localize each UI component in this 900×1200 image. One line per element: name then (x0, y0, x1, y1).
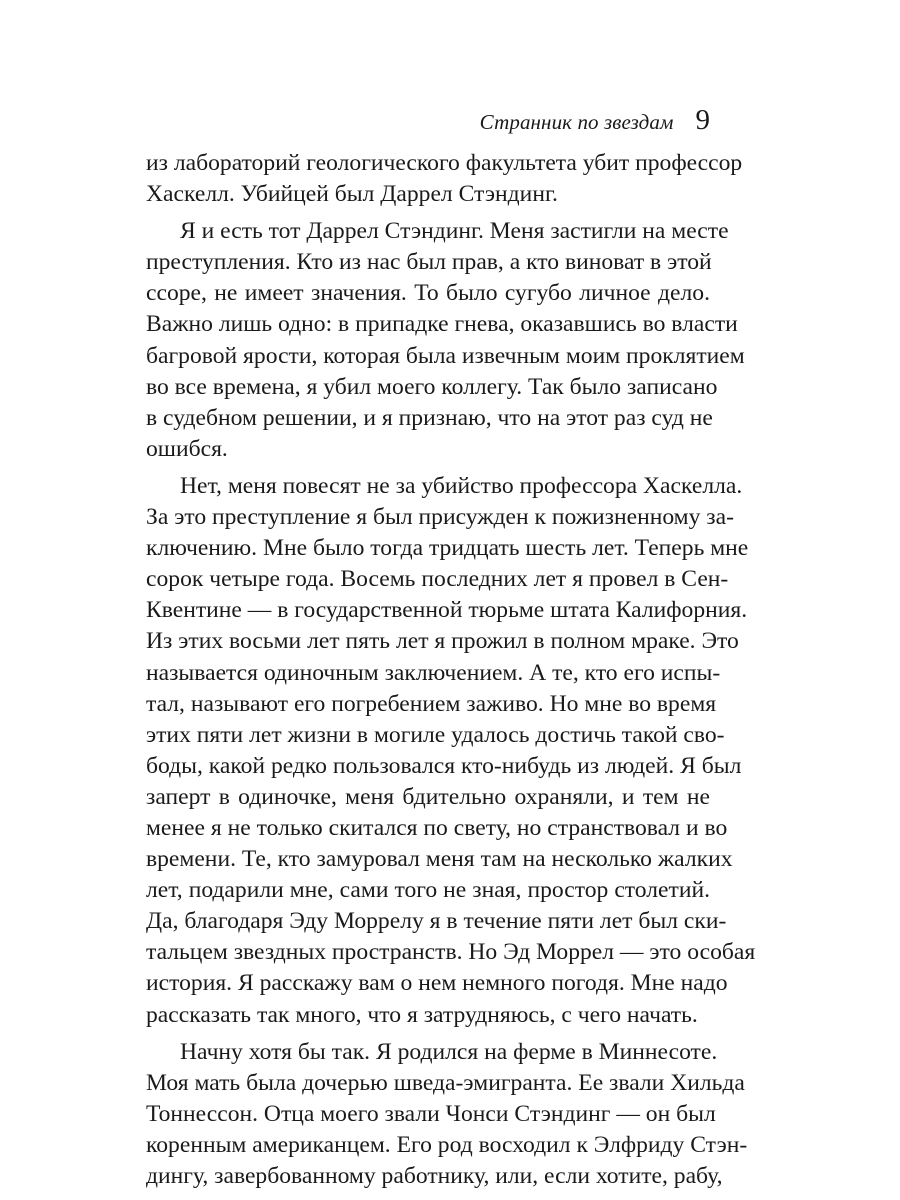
page-number: 9 (695, 104, 710, 136)
text-line: заперт в одиночке, меня бдительно охраняли, и тем не (146, 783, 710, 810)
text-line: тальцем звездных пространств. Но Эд Моррел — это особая (146, 939, 756, 966)
text-line: лет, подарили мне, сами того не зная, простор столетий. (146, 877, 710, 904)
paragraph (146, 471, 756, 1031)
text-line: Нет, меня повесят не за убийство профессора Хаскелла. (180, 472, 743, 499)
text-line: времени. Те, кто замуровал меня там на несколько жалких (146, 846, 733, 873)
text-line: Я и есть тот Даррел Стэндинг. Меня застигли на месте (180, 218, 729, 245)
text-line: Хаскелл. Убийцей был Даррел Стэндинг. (146, 181, 558, 208)
running-title: Странник по звездам (479, 110, 674, 134)
text-line: история. Я расскажу вам о нем немного погодя. Мне надо (146, 970, 728, 997)
text-line: Моя мать была дочерью шведа-эмигранта. Ее звали Хильда (146, 1069, 745, 1096)
text-line: Начну хотя бы так. Я родился на ферме в Миннесоте. (180, 1038, 718, 1065)
text-line: преступления. Кто из нас был прав, а кто виноват в этой (146, 249, 712, 276)
text-line: в судебном решении, и я признаю, что на этот раз суд не (146, 404, 713, 431)
text-line: Да, благодаря Эду Моррелу я в течение пяти лет был ски- (146, 908, 727, 935)
text-line: тал, называют его погребением заживо. Но мне во время (146, 690, 717, 717)
text-line: во все времена, я убил моего коллегу. Так было записано (146, 373, 718, 400)
text-line: багровой ярости, которая была извечным моим проклятием (146, 342, 745, 369)
text-line: боды, какой редко пользовался кто-нибудь из людей. Я был (146, 752, 742, 779)
text-line: За это преступление я был присужден к пожизненному за- (146, 504, 734, 531)
running-head (480, 104, 710, 137)
text-line: Тоннессон. Отца моего звали Чонси Стэндинг — он был (146, 1100, 716, 1127)
text-line: коренным американцем. Его род восходил к Элфриду Стэн- (146, 1131, 748, 1158)
text-line: рассказать так много, что я затрудняюсь, с чего начать. (146, 1001, 698, 1028)
text-line: менее я не только скитался по свету, но странствовал и во (146, 814, 728, 841)
text-line: этих пяти лет жизни в могиле удалось достичь такой сво- (146, 721, 725, 748)
text-line: ошибся. (146, 435, 228, 462)
text-line: ссоре, не имеет значения. То было сугубо личное дело. (146, 280, 710, 307)
text-line: Квентине — в государственной тюрьме штата Калифорния. (146, 597, 748, 624)
text-line: из лабораторий геологического факультета убит профессор (146, 150, 743, 176)
paragraph (146, 148, 743, 210)
paragraph (146, 1037, 748, 1192)
text-line: называется одиночным заключением. А те, кто его испы- (146, 659, 721, 686)
paragraph (146, 216, 745, 465)
text-line: Из этих восьми лет пять лет я прожил в полном мраке. Это (146, 628, 739, 655)
body-text (146, 148, 756, 1192)
text-line: Важно лишь одно: в припадке гнева, оказавшись во власти (146, 311, 738, 338)
text-line: ключению. Мне было тогда тридцать шесть лет. Теперь мне (146, 535, 749, 562)
text-line: дингу, завербованному работнику, или, если хотите, рабу, (146, 1163, 723, 1189)
text-line: сорок четыре года. Восемь последних лет я провел в Сен- (146, 566, 729, 593)
